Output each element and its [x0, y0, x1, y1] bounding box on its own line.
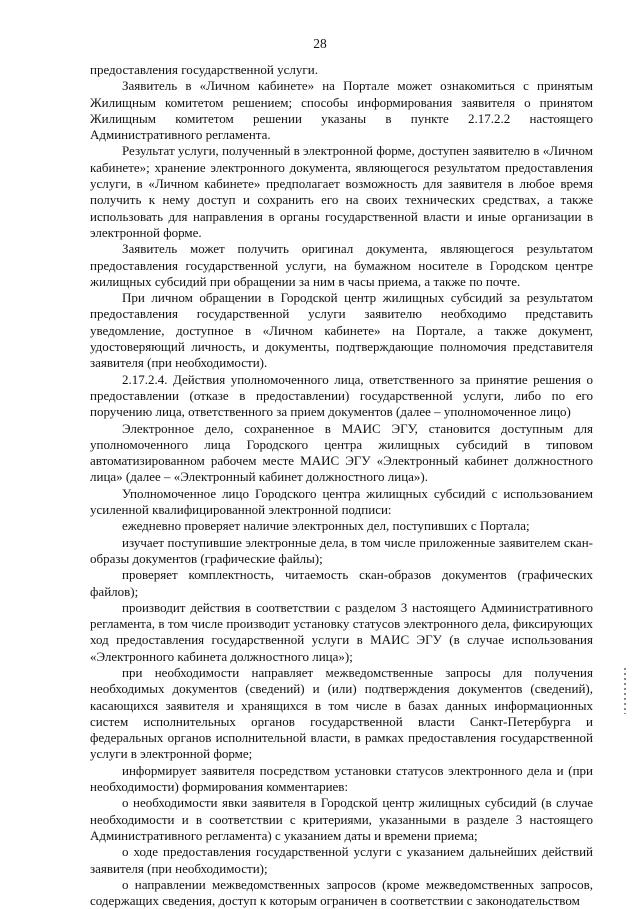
list-item: производит действия в соответствии с разделом 3 настоящего Административного регламента, в том числе производит установку статусов электронного дела, фиксирующих ход предоставления государственной услуги в МАИС ЭГУ (в случае использования «Электронного кабинета должностного лица»); — [90, 599, 593, 664]
list-item: проверяет комплектность, читаемость скан-образов документов (графических файлов); — [90, 567, 593, 599]
paragraph: Заявитель в «Личном кабинете» на Портале может ознакомиться с принятым Жилищным комитетом решением; способы информирования заявителя о принятом Жилищным комитетом решении указаны в пункте 2.17.2.2 настоящего Административного регламента. — [90, 78, 593, 143]
list-item: при необходимости направляет межведомственные запросы для получения необходимых документов (сведений) и (или) подтверждения документов (сведений), касающихся заявителя и хранящихся в том числе в базах данных информационных систем исполнительных органов государственной власти Санкт-Петербурга и федеральных органов исполнительной власти, в рамках предоставления государственной услуги в электронной форме; — [90, 664, 593, 762]
paragraph: Уполномоченное лицо Городского центра жилищных субсидий с использованием усиленной квалифицированной электронной подписи: — [90, 485, 593, 518]
list-item: о направлении межведомственных запросов (кроме межведомственных запросов, содержащих сведения, доступ к которым ограничен в соответствии с законодательством — [90, 876, 593, 909]
paragraph: Результат услуги, полученный в электронной форме, доступен заявителю в «Личном кабинете»; хранение электронного документа, являющегося результатом предоставления услуги, в «Личном кабинете» предполагает возможность для заявителя в любое время получить к нему доступ и сохранить его на своих технических средствах, а также использовать для направления в органы государственной власти и иные организации в электронной форме. — [90, 143, 593, 240]
paragraph: Электронное дело, сохраненное в МАИС ЭГУ, становится доступным для уполномоченного лица Городского центра жилищных субсидий в типовом автоматизированном рабочем месте МАИС ЭГУ «Электронный кабинет должностного лица» (далее – «Электронный кабинет должностного лица»). — [90, 420, 593, 485]
list-item: ежедневно проверяет наличие электронных дел, поступивших с Портала; — [122, 518, 530, 534]
paragraph: При личном обращении в Городской центр жилищных субсидий за результатом предоставления государственной услуги заявителю необходимо представить уведомление, доступное в «Личном кабинете» на Портале, а также документ, удостоверяющий личность, и документы, подтверждающие полномочия представителя заявителя (при необходимости). — [90, 290, 593, 371]
list-item: информирует заявителя посредством установки статусов электронного дела и (при необходимости) формирования комментариев: — [90, 762, 593, 795]
section-heading: 2.17.2.4. Действия уполномоченного лица, ответственного за принятие решения о предоставлении (отказе в предоставлении) государственной услуги, либо по его поручению лица, ответственного за прием документов (далее – уполномоченное лицо) — [90, 371, 593, 420]
margin-scan-mark — [624, 668, 626, 714]
paragraph: Заявитель может получить оригинал документа, являющегося результатом предоставления государственной услуги, на бумажном носителе в Городском центре жилищных субсидий при обращении за ним в часы приема, а также по почте. — [90, 241, 593, 289]
paragraph: предоставления государственной услуги. — [90, 62, 318, 77]
list-item: изучает поступившие электронные дела, в том числе приложенные заявителем скан-образы документов (графические файлы); — [90, 534, 593, 566]
document-body — [90, 62, 593, 909]
page-number: 28 — [313, 36, 327, 51]
list-item: о ходе предоставления государственной услуги с указанием дальнейших действий заявителя (при необходимости); — [90, 844, 593, 876]
list-item: о необходимости явки заявителя в Городской центр жилищных субсидий (в случае необходимости и в соответствии с критериями, указанными в разделе 3 настоящего Административного регламента) с указанием даты и времени приема; — [90, 795, 593, 843]
